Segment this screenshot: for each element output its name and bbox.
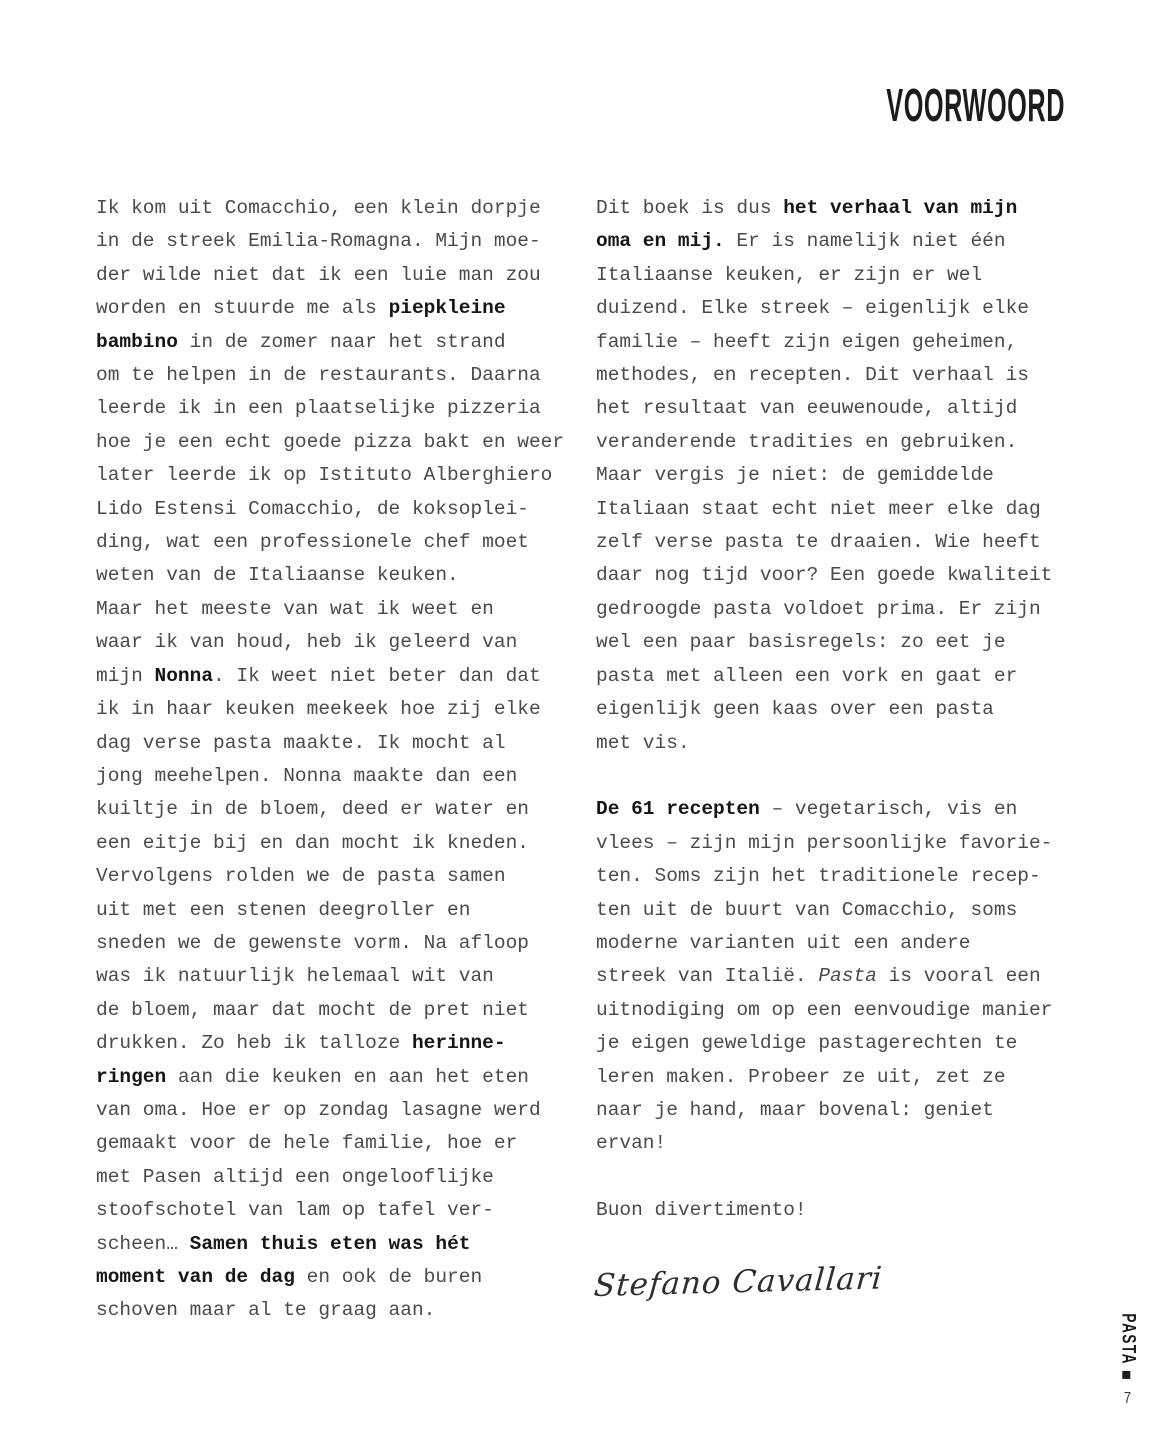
text-line: met Pasen altijd een ongelooflijke — [96, 1165, 494, 1188]
page-number: 7 — [1123, 1390, 1131, 1407]
text-line: ringen aan die keuken en aan het eten — [96, 1065, 529, 1088]
text-line: Vervolgens rolden we de pasta samen — [96, 865, 506, 888]
author-signature: Stefano Cavallari — [592, 1260, 885, 1305]
text-line: Buon divertimento! — [596, 1199, 807, 1222]
text-line: later leerde ik op Istituto Alberghiero — [96, 464, 553, 487]
text-line: familie – heeft zijn eigen geheimen, — [596, 330, 1018, 353]
spine-bar-icon — [1122, 1371, 1130, 1379]
spine-rotator — [1113, 1306, 1141, 1386]
text-line: Ik kom uit Comacchio, een klein dorpje — [96, 197, 541, 219]
text-line: duizend. Elke streek – eigenlijk elke — [596, 297, 1029, 320]
text-line: ding, wat een professionele chef moet — [96, 531, 529, 554]
spine-label-text: PASTA — [1117, 1313, 1139, 1365]
text-line: daar nog tijd voor? Een goede kwaliteit — [596, 564, 1053, 587]
text-line: Italiaanse keuken, er zijn er wel — [596, 263, 983, 286]
text-line: stoofschotel van lam op tafel ver- — [96, 1199, 494, 1222]
text-line: hoe je een echt goede pizza bakt en weer — [96, 430, 565, 453]
text-line: der wilde niet dat ik een luie man zou — [96, 263, 541, 286]
text-line: zelf verse pasta te draaien. Wie heeft — [596, 531, 1041, 554]
text-line: ten uit de buurt van Comacchio, soms — [596, 898, 1018, 921]
paragraph — [96, 192, 576, 1328]
text-line: Maar vergis je niet: de gemiddelde — [596, 464, 994, 487]
text-line: methodes, en recepten. Dit verhaal is — [596, 364, 1029, 387]
right-column — [596, 192, 1076, 1228]
text-line: leerde ik in een plaatselijke pizzeria — [96, 397, 541, 420]
page-title: VOORWOORD — [886, 79, 1065, 131]
text-line: ervan! — [596, 1132, 667, 1155]
text-line: Maar het meeste van wat ik weet en — [96, 597, 494, 620]
text-line: van oma. Hoe er op zondag lasagne werd — [96, 1098, 541, 1121]
spine — [1113, 1306, 1141, 1408]
text-line: pasta met alleen een vork en gaat er — [596, 664, 1018, 687]
text-line: de bloem, maar dat mocht de pret niet — [96, 998, 529, 1021]
text-line: ten. Soms zijn het traditionele recep- — [596, 865, 1041, 888]
text-line: uitnodiging om op een eenvoudige manier — [596, 998, 1053, 1021]
text-line: naar je hand, maar bovenal: geniet — [596, 1098, 994, 1121]
text-line: Italiaan staat echt niet meer elke dag — [596, 497, 1041, 520]
text-line: kuiltje in de bloem, deed er water en — [96, 798, 529, 821]
text-line: gemaakt voor de hele familie, hoe er — [96, 1132, 518, 1155]
text-line: veranderende tradities en gebruiken. — [596, 430, 1018, 453]
text-line: je eigen geweldige pastagerechten te — [596, 1032, 1018, 1055]
text-line: De 61 recepten – vegetarisch, vis en — [596, 798, 1018, 821]
text-line: Lido Estensi Comacchio, de koksoplei- — [96, 497, 529, 520]
text-line: moment van de dag en ook de buren — [96, 1266, 483, 1288]
text-line: Dit boek is dus het verhaal van mijn — [596, 197, 1018, 219]
text-line: oma en mij. Er is namelijk niet één — [596, 230, 1006, 253]
text-line: bambino in de zomer naar het strand — [96, 330, 506, 353]
text-line: leren maken. Probeer ze uit, zet ze — [596, 1065, 1006, 1088]
text-line: weten van de Italiaanse keuken. — [96, 564, 459, 587]
text-line: met vis. — [596, 731, 690, 754]
text-line: schoven maar al te graag aan. — [96, 1299, 436, 1322]
text-line: jong meehelpen. Nonna maakte dan een — [96, 764, 518, 787]
text-line: sneden we de gewenste vorm. Na afloop — [96, 931, 529, 954]
text-line: uit met een stenen deegroller en — [96, 898, 471, 921]
text-line: in de streek Emilia-Romagna. Mijn moe- — [96, 230, 541, 253]
text-line: was ik natuurlijk helemaal wit van — [96, 965, 494, 988]
left-column — [96, 192, 576, 1328]
text-line: om te helpen in de restaurants. Daarna — [96, 364, 541, 387]
closing-line — [596, 1194, 1076, 1227]
text-line: ik in haar keuken meekeek hoe zij elke — [96, 698, 541, 721]
spine-label — [1116, 1313, 1138, 1378]
paragraph — [596, 192, 1076, 760]
text-line: wel een paar basisregels: zo eet je — [596, 631, 1006, 654]
text-line: streek van Italië. Pasta is vooral een — [596, 965, 1041, 988]
text-line: het resultaat van eeuwenoude, altijd — [596, 397, 1018, 420]
text-line: vlees – zijn mijn persoonlijke favorie- — [596, 831, 1053, 854]
text-line: dag verse pasta maakte. Ik mocht al — [96, 731, 506, 754]
text-line: scheen… Samen thuis eten was hét — [96, 1232, 471, 1255]
text-line: waar ik van houd, heb ik geleerd van — [96, 631, 518, 654]
paragraph — [596, 793, 1076, 1160]
text-line: drukken. Zo heb ik talloze herinne- — [96, 1032, 506, 1055]
text-line: moderne varianten uit een andere — [596, 931, 971, 954]
text-line: mijn Nonna. Ik weet niet beter dan dat — [96, 664, 541, 687]
text-line: eigenlijk geen kaas over een pasta — [596, 698, 994, 721]
text-line: gedroogde pasta voldoet prima. Er zijn — [596, 597, 1041, 620]
text-line: een eitje bij en dan mocht ik kneden. — [96, 831, 529, 854]
text-line: worden en stuurde me als piepkleine — [96, 297, 506, 320]
